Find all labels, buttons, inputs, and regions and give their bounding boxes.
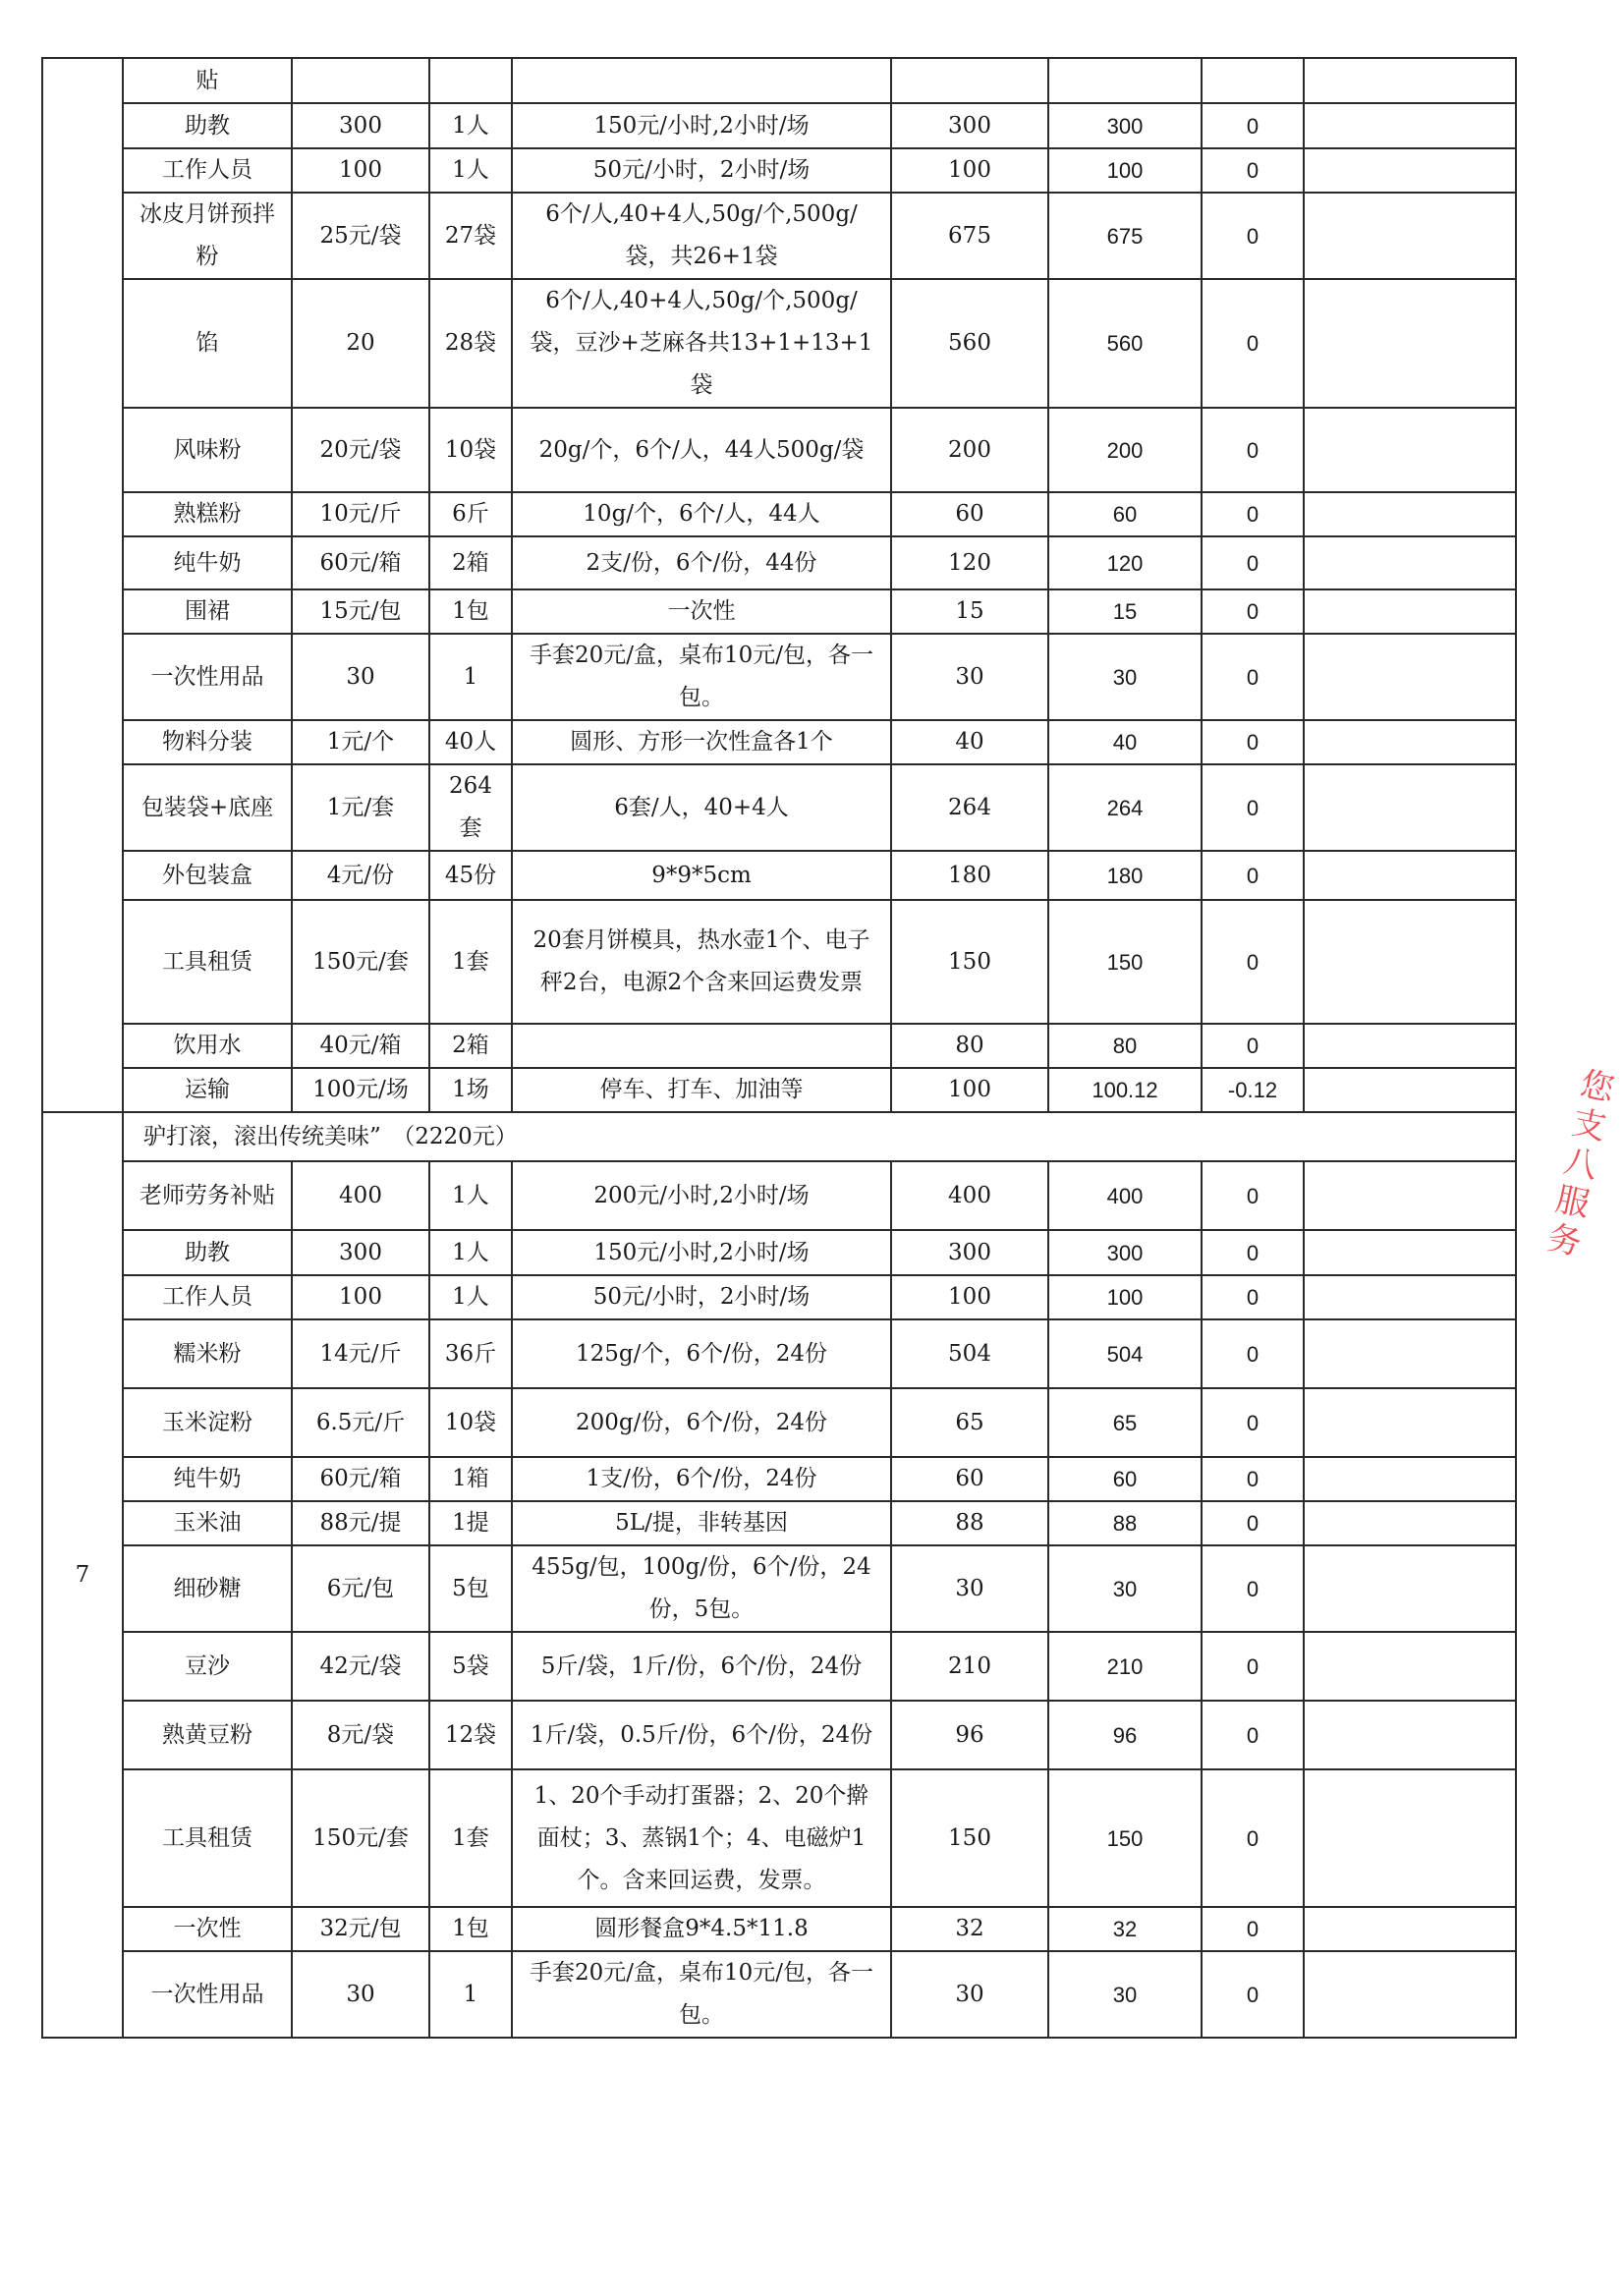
table-cell-diff: 0 — [1202, 1632, 1304, 1701]
seal-text: 您支八服务 — [1538, 1064, 1617, 1265]
table-cell-price: 6.5元/斤 — [292, 1388, 429, 1457]
table-cell-remark — [1304, 1501, 1516, 1545]
section-index-cell — [42, 58, 123, 1112]
table-cell-qty: 1箱 — [429, 1457, 512, 1501]
table-cell-actual: 80 — [1048, 1024, 1202, 1068]
table-row — [42, 1388, 1516, 1457]
table-cell-name: 糯米粉 — [123, 1319, 292, 1388]
table-cell-note: 5L/提，非转基因 — [512, 1501, 891, 1545]
table-cell-name: 冰皮月饼预拌粉 — [123, 193, 292, 279]
table-row — [42, 720, 1516, 764]
table-cell-budget: 560 — [891, 279, 1048, 408]
table-cell-budget: 96 — [891, 1701, 1048, 1769]
table-cell-price: 4元/份 — [292, 851, 429, 900]
table-cell-qty: 1包 — [429, 1907, 512, 1951]
table-cell-note: 6个/人,40+4人,50g/个,500g/袋，共26+1袋 — [512, 193, 891, 279]
table-cell-name: 豆沙 — [123, 1632, 292, 1701]
table-cell-diff: 0 — [1202, 851, 1304, 900]
table-cell-remark — [1304, 103, 1516, 148]
table-row — [42, 536, 1516, 589]
table-cell-remark — [1304, 148, 1516, 193]
table-cell-note — [512, 1024, 891, 1068]
table-cell-qty: 1人 — [429, 1230, 512, 1275]
table-cell-name: 饮用水 — [123, 1024, 292, 1068]
table-cell-diff: 0 — [1202, 900, 1304, 1024]
table-row — [42, 148, 1516, 193]
table-cell-price: 60元/箱 — [292, 536, 429, 589]
table-row — [42, 1769, 1516, 1907]
table-cell-note: 1斤/袋，0.5斤/份，6个/份，24份 — [512, 1701, 891, 1769]
table-cell-note: 200元/小时,2小时/场 — [512, 1161, 891, 1230]
table-cell-name: 风味粉 — [123, 408, 292, 492]
table-cell-diff: 0 — [1202, 1024, 1304, 1068]
table-row — [42, 1024, 1516, 1068]
table-cell-diff: 0 — [1202, 1545, 1304, 1632]
table-cell-diff: 0 — [1202, 1275, 1304, 1319]
table-cell-remark — [1304, 1388, 1516, 1457]
table-cell-note: 50元/小时，2小时/场 — [512, 148, 891, 193]
table-cell-price: 30 — [292, 1951, 429, 2038]
table-cell-budget: 88 — [891, 1501, 1048, 1545]
table-cell-note: 10g/个，6个/人，44人 — [512, 492, 891, 536]
table-cell-note: 2支/份，6个/份，44份 — [512, 536, 891, 589]
table-cell-budget: 65 — [891, 1388, 1048, 1457]
table-cell-budget: 264 — [891, 764, 1048, 851]
table-cell-actual: 300 — [1048, 103, 1202, 148]
table-cell-actual: 60 — [1048, 1457, 1202, 1501]
table-cell-qty: 1场 — [429, 1068, 512, 1112]
table-cell-note: 手套20元/盒，桌布10元/包，各一包。 — [512, 634, 891, 720]
table-cell-price: 88元/提 — [292, 1501, 429, 1545]
table-cell-price: 14元/斤 — [292, 1319, 429, 1388]
table-cell-diff: 0 — [1202, 193, 1304, 279]
red-seal-stamp — [1511, 1061, 1622, 1323]
table-cell-budget: 150 — [891, 900, 1048, 1024]
table-cell-qty: 27袋 — [429, 193, 512, 279]
table-cell-actual: 150 — [1048, 1769, 1202, 1907]
table-cell-note: 圆形、方形一次性盒各1个 — [512, 720, 891, 764]
table-cell-note: 150元/小时,2小时/场 — [512, 1230, 891, 1275]
table-cell-note: 1支/份，6个/份，24份 — [512, 1457, 891, 1501]
table-cell-price: 20元/袋 — [292, 408, 429, 492]
table-cell-remark — [1304, 492, 1516, 536]
table-cell-qty: 1 — [429, 1951, 512, 2038]
table-cell-name: 细砂糖 — [123, 1545, 292, 1632]
table-cell-diff: 0 — [1202, 279, 1304, 408]
table-cell-price: 25元/袋 — [292, 193, 429, 279]
table-cell-qty: 45份 — [429, 851, 512, 900]
table-cell-qty: 1套 — [429, 1769, 512, 1907]
table-cell-qty: 2箱 — [429, 1024, 512, 1068]
table-cell-name: 助教 — [123, 1230, 292, 1275]
table-row — [42, 1632, 1516, 1701]
table-cell-qty: 6斤 — [429, 492, 512, 536]
table-cell-remark — [1304, 720, 1516, 764]
table-cell-note: 200g/份，6个/份，24份 — [512, 1388, 891, 1457]
table-cell-remark — [1304, 1161, 1516, 1230]
table-cell-budget: 120 — [891, 536, 1048, 589]
table-cell-diff: 0 — [1202, 1951, 1304, 2038]
table-cell-budget: 100 — [891, 1068, 1048, 1112]
table-cell-price: 150元/套 — [292, 1769, 429, 1907]
table-cell-diff: 0 — [1202, 1230, 1304, 1275]
table-cell-diff: 0 — [1202, 103, 1304, 148]
table-cell-name: 围裙 — [123, 589, 292, 634]
table-cell-actual: 32 — [1048, 1907, 1202, 1951]
table-cell-diff: 0 — [1202, 634, 1304, 720]
table-cell-diff: 0 — [1202, 536, 1304, 589]
table-row — [42, 1319, 1516, 1388]
table-row — [42, 589, 1516, 634]
table-cell-name: 纯牛奶 — [123, 536, 292, 589]
table-row — [42, 1501, 1516, 1545]
table-cell-budget: 30 — [891, 1545, 1048, 1632]
table-row — [42, 279, 1516, 408]
table-cell-note: 20套月饼模具，热水壶1个、电子秤2台，电源2个含来回运费发票 — [512, 900, 891, 1024]
table-cell-note: 455g/包，100g/份，6个/份，24份，5包。 — [512, 1545, 891, 1632]
table-cell-remark — [1304, 1024, 1516, 1068]
table-cell-actual: 65 — [1048, 1388, 1202, 1457]
table-cell-remark — [1304, 1068, 1516, 1112]
table-cell-diff: 0 — [1202, 1501, 1304, 1545]
table-cell-remark — [1304, 900, 1516, 1024]
section-index-cell: 7 — [42, 1112, 123, 2038]
table-cell-note: 手套20元/盒，桌布10元/包，各一包。 — [512, 1951, 891, 2038]
table-cell-name: 熟黄豆粉 — [123, 1701, 292, 1769]
table-cell-actual — [1048, 58, 1202, 103]
table-cell-remark — [1304, 1230, 1516, 1275]
table-cell-name: 工作人员 — [123, 1275, 292, 1319]
table-cell-note: 150元/小时,2小时/场 — [512, 103, 891, 148]
table-cell-diff: 0 — [1202, 148, 1304, 193]
table-cell-diff: 0 — [1202, 589, 1304, 634]
table-cell-budget: 80 — [891, 1024, 1048, 1068]
table-row — [42, 851, 1516, 900]
table-row — [42, 764, 1516, 851]
table-cell-remark — [1304, 193, 1516, 279]
table-cell-actual: 15 — [1048, 589, 1202, 634]
table-cell-price: 100元/场 — [292, 1068, 429, 1112]
table-cell-actual: 40 — [1048, 720, 1202, 764]
table-row — [42, 58, 1516, 103]
table-cell-qty: 28袋 — [429, 279, 512, 408]
table-row — [42, 1951, 1516, 2038]
table-cell-qty: 10袋 — [429, 1388, 512, 1457]
table-cell-note: 5斤/袋，1斤/份，6个/份，24份 — [512, 1632, 891, 1701]
table-row — [42, 408, 1516, 492]
table-row — [42, 1457, 1516, 1501]
table-cell-qty: 40人 — [429, 720, 512, 764]
table-cell-remark — [1304, 1951, 1516, 2038]
table-row — [42, 1161, 1516, 1230]
table-cell-actual: 88 — [1048, 1501, 1202, 1545]
table-cell-qty: 5包 — [429, 1545, 512, 1632]
table-cell-price: 300 — [292, 103, 429, 148]
table-cell-note: 停车、打车、加油等 — [512, 1068, 891, 1112]
table-cell-qty: 264套 — [429, 764, 512, 851]
table-cell-budget: 60 — [891, 1457, 1048, 1501]
table-cell-price: 32元/包 — [292, 1907, 429, 1951]
table-row — [42, 1275, 1516, 1319]
table-cell-diff: 0 — [1202, 1161, 1304, 1230]
table-cell-remark — [1304, 1701, 1516, 1769]
table-cell-remark — [1304, 589, 1516, 634]
table-cell-remark — [1304, 851, 1516, 900]
table-cell-actual: 400 — [1048, 1161, 1202, 1230]
table-cell-qty: 1人 — [429, 148, 512, 193]
table-cell-name: 物料分装 — [123, 720, 292, 764]
table-cell-budget: 150 — [891, 1769, 1048, 1907]
table-cell-note: 125g/个，6个/份，24份 — [512, 1319, 891, 1388]
table-cell-diff — [1202, 58, 1304, 103]
table-cell-remark — [1304, 1275, 1516, 1319]
table-cell-remark — [1304, 1632, 1516, 1701]
table-cell-qty: 1人 — [429, 1161, 512, 1230]
table-row — [42, 1907, 1516, 1951]
table-cell-note: 一次性 — [512, 589, 891, 634]
table-cell-budget: 40 — [891, 720, 1048, 764]
table-cell-remark — [1304, 1545, 1516, 1632]
table-cell-name: 工具租赁 — [123, 1769, 292, 1907]
table-row — [42, 492, 1516, 536]
table-cell-price: 100 — [292, 1275, 429, 1319]
table-cell-qty — [429, 58, 512, 103]
table-cell-name: 玉米油 — [123, 1501, 292, 1545]
table-cell-remark — [1304, 1769, 1516, 1907]
table-row — [42, 634, 1516, 720]
section-title-row — [42, 1112, 1516, 1161]
table-cell-qty: 1套 — [429, 900, 512, 1024]
table-cell-remark — [1304, 1907, 1516, 1951]
table-cell-actual: 120 — [1048, 536, 1202, 589]
table-cell-actual: 210 — [1048, 1632, 1202, 1701]
table-cell-name: 外包装盒 — [123, 851, 292, 900]
table-cell-budget: 30 — [891, 634, 1048, 720]
table-cell-budget: 504 — [891, 1319, 1048, 1388]
table-cell-diff: 0 — [1202, 408, 1304, 492]
table-row — [42, 193, 1516, 279]
table-row — [42, 1068, 1516, 1112]
table-cell-price — [292, 58, 429, 103]
table-cell-budget: 400 — [891, 1161, 1048, 1230]
table-cell-diff: 0 — [1202, 1769, 1304, 1907]
table-cell-actual: 180 — [1048, 851, 1202, 900]
table-cell-actual: 100.12 — [1048, 1068, 1202, 1112]
table-cell-diff: 0 — [1202, 764, 1304, 851]
table-cell-actual: 96 — [1048, 1701, 1202, 1769]
table-cell-remark — [1304, 1457, 1516, 1501]
table-cell-diff: 0 — [1202, 1457, 1304, 1501]
budget-table-body — [42, 58, 1516, 2038]
table-cell-name: 包装袋+底座 — [123, 764, 292, 851]
table-cell-budget: 300 — [891, 1230, 1048, 1275]
table-cell-note: 圆形餐盒9*4.5*11.8 — [512, 1907, 891, 1951]
table-cell-remark — [1304, 536, 1516, 589]
table-cell-name: 贴 — [123, 58, 292, 103]
budget-table — [41, 57, 1517, 2039]
table-cell-qty: 1 — [429, 634, 512, 720]
table-cell-price: 40元/箱 — [292, 1024, 429, 1068]
table-row — [42, 1230, 1516, 1275]
table-cell-qty: 2箱 — [429, 536, 512, 589]
table-cell-remark — [1304, 1319, 1516, 1388]
table-cell-note: 50元/小时，2小时/场 — [512, 1275, 891, 1319]
table-row — [42, 900, 1516, 1024]
table-cell-diff: 0 — [1202, 1388, 1304, 1457]
table-cell-note: 6个/人,40+4人,50g/个,500g/袋，豆沙+芝麻各共13+1+13+1袋 — [512, 279, 891, 408]
table-cell-actual: 100 — [1048, 1275, 1202, 1319]
table-cell-price: 15元/包 — [292, 589, 429, 634]
section-title: 驴打滚，滚出传统美味” （2220元） — [123, 1112, 1516, 1161]
table-cell-actual: 30 — [1048, 634, 1202, 720]
table-cell-qty: 1人 — [429, 1275, 512, 1319]
table-cell-qty: 5袋 — [429, 1632, 512, 1701]
table-cell-price: 30 — [292, 634, 429, 720]
table-cell-qty: 1人 — [429, 103, 512, 148]
table-cell-actual: 560 — [1048, 279, 1202, 408]
table-cell-price: 8元/袋 — [292, 1701, 429, 1769]
table-cell-price: 20 — [292, 279, 429, 408]
table-cell-diff: 0 — [1202, 1907, 1304, 1951]
table-cell-price: 150元/套 — [292, 900, 429, 1024]
table-cell-qty: 36斤 — [429, 1319, 512, 1388]
table-cell-name: 老师劳务补贴 — [123, 1161, 292, 1230]
table-cell-price: 42元/袋 — [292, 1632, 429, 1701]
table-cell-qty: 12袋 — [429, 1701, 512, 1769]
table-cell-name: 运输 — [123, 1068, 292, 1112]
table-cell-diff: 0 — [1202, 492, 1304, 536]
table-cell-budget: 300 — [891, 103, 1048, 148]
table-cell-budget: 15 — [891, 589, 1048, 634]
table-cell-name: 馅 — [123, 279, 292, 408]
table-cell-actual: 60 — [1048, 492, 1202, 536]
table-cell-remark — [1304, 279, 1516, 408]
table-cell-name: 一次性用品 — [123, 634, 292, 720]
table-cell-diff: 0 — [1202, 1701, 1304, 1769]
table-row — [42, 103, 1516, 148]
table-cell-budget: 210 — [891, 1632, 1048, 1701]
table-cell-price: 300 — [292, 1230, 429, 1275]
table-cell-price: 10元/斤 — [292, 492, 429, 536]
table-cell-note: 9*9*5cm — [512, 851, 891, 900]
table-cell-note — [512, 58, 891, 103]
table-cell-qty: 10袋 — [429, 408, 512, 492]
table-cell-remark — [1304, 634, 1516, 720]
table-cell-budget: 180 — [891, 851, 1048, 900]
table-cell-actual: 200 — [1048, 408, 1202, 492]
table-cell-remark — [1304, 58, 1516, 103]
table-cell-price: 100 — [292, 148, 429, 193]
table-cell-name: 玉米淀粉 — [123, 1388, 292, 1457]
table-cell-remark — [1304, 408, 1516, 492]
table-cell-name: 助教 — [123, 103, 292, 148]
table-cell-name: 纯牛奶 — [123, 1457, 292, 1501]
table-cell-diff: 0 — [1202, 720, 1304, 764]
table-cell-qty: 1包 — [429, 589, 512, 634]
table-cell-budget: 30 — [891, 1951, 1048, 2038]
table-cell-remark — [1304, 764, 1516, 851]
table-cell-price: 1元/套 — [292, 764, 429, 851]
table-cell-budget — [891, 58, 1048, 103]
table-cell-budget: 675 — [891, 193, 1048, 279]
table-cell-note: 1、20个手动打蛋器；2、20个擀面杖；3、蒸锅1个；4、电磁炉1个。含来回运费，发票。 — [512, 1769, 891, 1907]
table-cell-diff: 0 — [1202, 1319, 1304, 1388]
table-cell-actual: 264 — [1048, 764, 1202, 851]
table-cell-budget: 60 — [891, 492, 1048, 536]
table-cell-actual: 30 — [1048, 1951, 1202, 2038]
table-cell-actual: 100 — [1048, 148, 1202, 193]
table-row — [42, 1701, 1516, 1769]
table-cell-actual: 675 — [1048, 193, 1202, 279]
table-cell-actual: 300 — [1048, 1230, 1202, 1275]
table-cell-budget: 200 — [891, 408, 1048, 492]
table-cell-actual: 150 — [1048, 900, 1202, 1024]
table-cell-price: 1元/个 — [292, 720, 429, 764]
table-cell-price: 60元/箱 — [292, 1457, 429, 1501]
table-cell-budget: 100 — [891, 148, 1048, 193]
table-cell-actual: 504 — [1048, 1319, 1202, 1388]
table-cell-name: 熟糕粉 — [123, 492, 292, 536]
table-cell-actual: 30 — [1048, 1545, 1202, 1632]
table-cell-name: 一次性 — [123, 1907, 292, 1951]
table-cell-name: 工作人员 — [123, 148, 292, 193]
table-cell-budget: 32 — [891, 1907, 1048, 1951]
table-cell-price: 6元/包 — [292, 1545, 429, 1632]
table-cell-budget: 100 — [891, 1275, 1048, 1319]
table-cell-price: 400 — [292, 1161, 429, 1230]
table-cell-diff: -0.12 — [1202, 1068, 1304, 1112]
table-cell-name: 一次性用品 — [123, 1951, 292, 2038]
table-cell-name: 工具租赁 — [123, 900, 292, 1024]
table-cell-note: 6套/人，40+4人 — [512, 764, 891, 851]
table-cell-note: 20g/个，6个/人，44人500g/袋 — [512, 408, 891, 492]
table-cell-qty: 1提 — [429, 1501, 512, 1545]
table-row — [42, 1545, 1516, 1632]
